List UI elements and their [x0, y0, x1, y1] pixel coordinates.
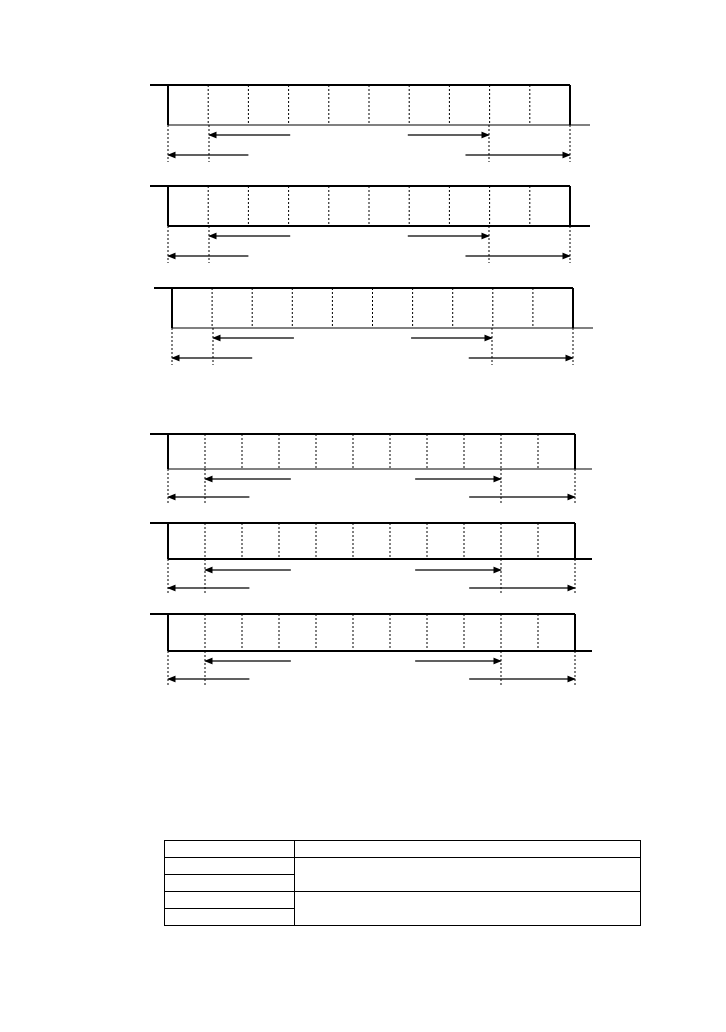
- table-cell: [295, 858, 641, 892]
- table-cell: [295, 841, 641, 858]
- table-cell: [165, 841, 295, 858]
- table-cell: [165, 892, 295, 909]
- table-cell: [165, 858, 295, 875]
- table-row: [165, 892, 641, 909]
- table-cell: [295, 892, 641, 926]
- legend-table: [164, 840, 641, 926]
- table-row: [165, 858, 641, 875]
- table-row: [165, 841, 641, 858]
- table-cell: [165, 875, 295, 892]
- table-cell: [165, 909, 295, 926]
